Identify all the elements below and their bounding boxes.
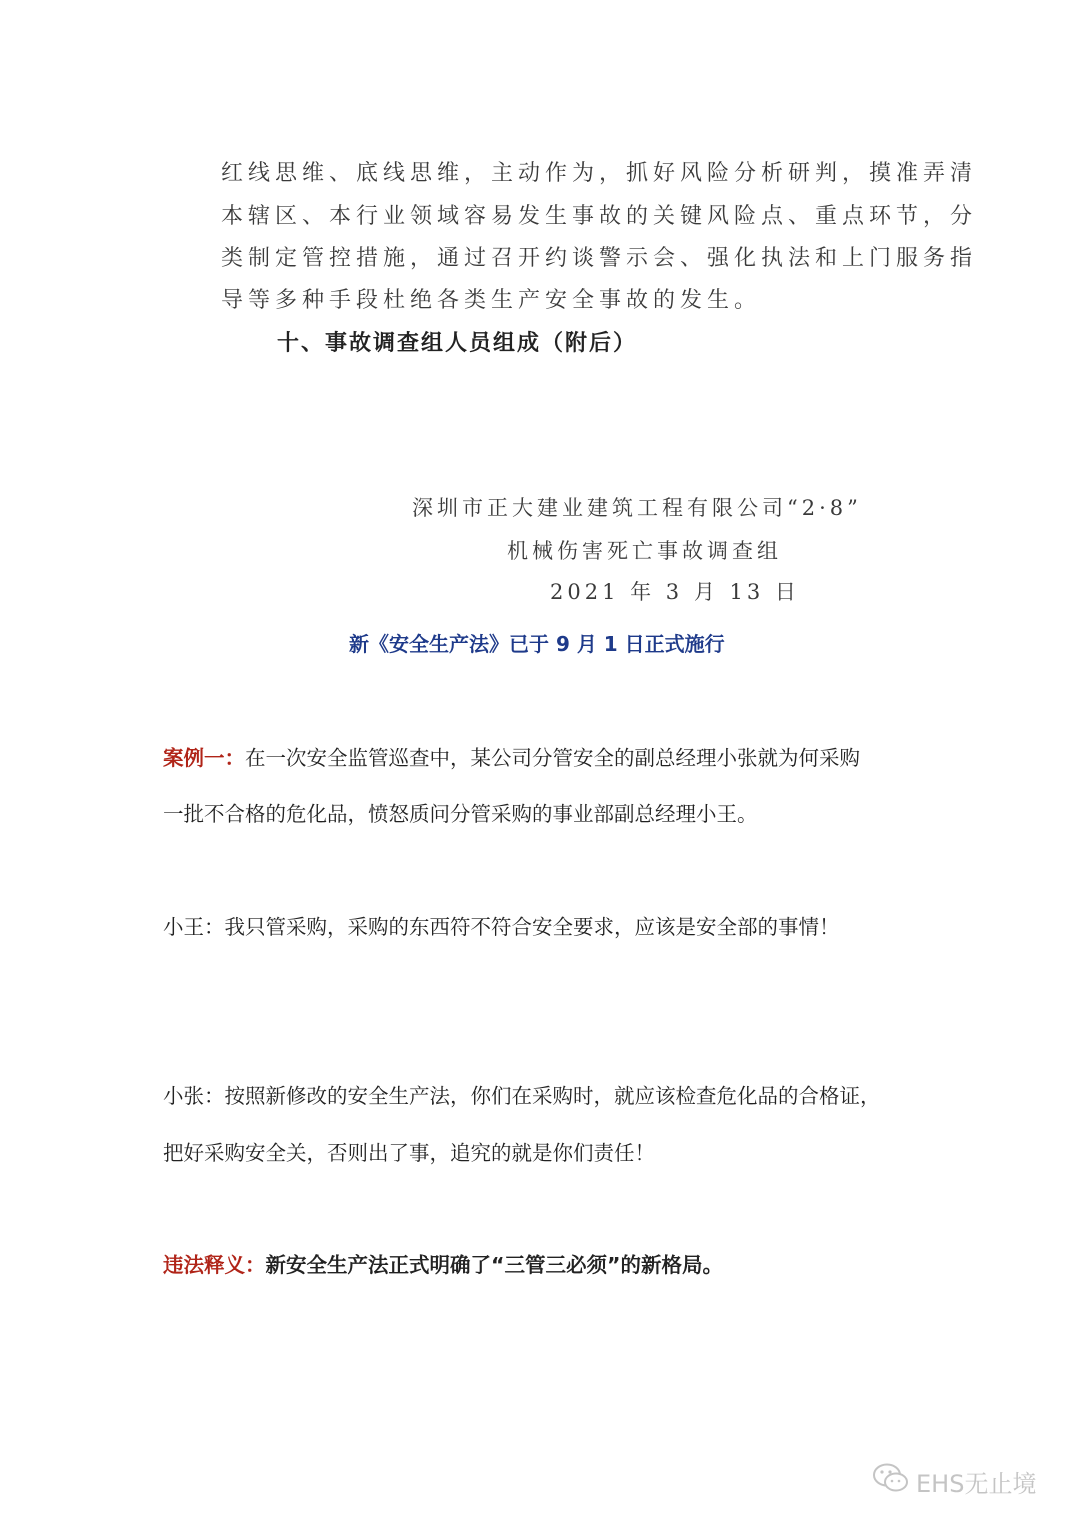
explanation-text: 新安全生产法正式明确了“三管三必须”的新格局。 xyxy=(265,1253,723,1277)
wechat-icon xyxy=(872,1462,910,1500)
case1-text-1: 在一次安全监管巡查中，某公司分管安全的副总经理小张就为何采购 xyxy=(245,746,860,770)
signature-line-2: 机械伤害死亡事故调查组 xyxy=(507,539,782,563)
doc-paragraph-line: 类制定管控措施，通过召开约谈警示会、强化执法和上门服务指 xyxy=(221,246,978,271)
watermark xyxy=(872,1462,1036,1500)
case1-line-1 xyxy=(163,741,860,771)
doc-paragraph-line: 本辖区、本行业领域容易发生事故的关键风险点、重点环节，分 xyxy=(221,204,978,229)
section-heading: 十、事故调查组人员组成（附后） xyxy=(277,331,638,356)
xiaozhang-line-2: 把好采购安全关，否则出了事，追究的就是你们责任！ xyxy=(163,1141,655,1165)
case1-label: 案例一： xyxy=(163,746,245,770)
watermark-text: EHS无止境 xyxy=(916,1469,1037,1498)
xiaowang-dialogue: 小王：我只管采购，采购的东西符不符合安全要求，应该是安全部的事情！ xyxy=(163,915,840,939)
article-title: 新《安全生产法》已于 9 月 1 日正式施行 xyxy=(349,632,725,656)
case1-line-2: 一批不合格的危化品，愤怒质问分管采购的事业部副总经理小王。 xyxy=(163,802,758,826)
signature-date: 2021 年 3 月 13 日 xyxy=(550,580,800,604)
xiaozhang-line-1: 小张：按照新修改的安全生产法，你们在采购时，就应该检查危化品的合格证， xyxy=(163,1084,881,1108)
explanation-line xyxy=(163,1248,723,1278)
doc-paragraph-line: 导等多种手段杜绝各类生产安全事故的发生。 xyxy=(221,288,762,313)
doc-paragraph-line: 红线思维、底线思维，主动作为，抓好风险分析研判，摸准弄清 xyxy=(221,161,978,186)
explanation-label: 违法释义： xyxy=(163,1253,266,1277)
signature-line-1: 深圳市正大建业建筑工程有限公司“2·8” xyxy=(412,496,862,520)
